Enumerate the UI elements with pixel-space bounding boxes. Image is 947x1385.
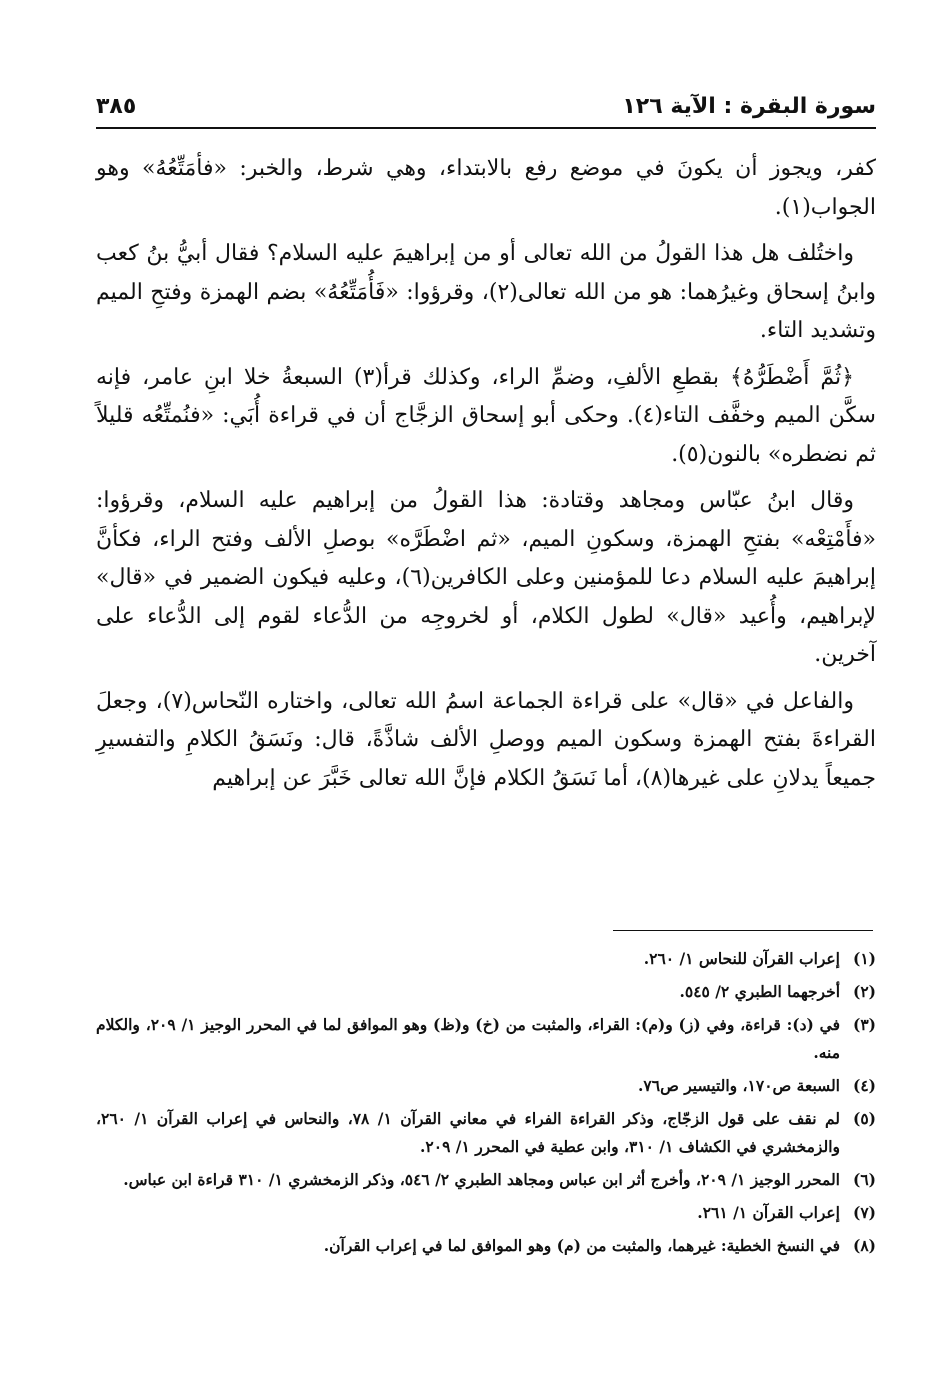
footnote-text: المحرر الوجيز ١/ ٢٠٩، وأخرج أثر ابن عباس ومجاهد الطبري ٢/ ٥٤٦، وذكر الزمخشري ١/ ٣١٠ قراءة ابن عباس. [123,1170,840,1189]
footnote-text: في (د): قراءة، وفي (ز) و(م): القراء، والمثبت من (خ) و(ظ) وهو الموافق لما في المحرر الوجيز ١/ ٢٠٩، والكلام منه. [96,1015,840,1062]
footnote-number: (٣) [852,1015,876,1034]
footnote-1 [96,945,876,973]
footnote-text: إعراب القرآن ١/ ٢٦١. [697,1203,840,1222]
header-title: سورة البقرة : الآية ١٢٦ [622,93,876,119]
footnote-text: في النسخ الخطية: غيرهما، والمثبت من (م) وهو الموافق لما في إعراب القرآن. [323,1236,840,1255]
header-rule [96,127,876,129]
footnote-number: (٦) [852,1170,876,1189]
paragraph-4: وقال ابنُ عبّاس ومجاهد وقتادة: هذا القولُ من إبراهيم عليه السلام، وقرؤوا: «فأَمْتِعْه» بفتحِ الهمزة، وسكونِ الميم، «ثم اضْطَرَّه» بوصلِ الألف وفتح الراء، فكأنَّ إبراهيمَ عليه السلام دعا للمؤمنين وعلى الكافرين(٦)، وعليه فيكون الضمير في «قال» لإبراهيم، وأُعيد «قال» لطول الكلام، أو لخروجِه من الدُّعاء لقوم إلى الدُّعاء على آخرين. [96,488,877,667]
footnote-5 [96,1105,876,1161]
footnote-number: (٧) [852,1203,876,1222]
footnote-number: (٢) [852,982,876,1001]
footnote-6 [96,1166,876,1194]
footnote-text: إعراب القرآن للنحاس ١/ ٢٦٠. [643,949,840,968]
footnote-text: أخرجهما الطبري ٢/ ٥٤٥. [679,982,840,1001]
footnote-number: (١) [852,949,876,968]
footnote-8 [96,1232,876,1260]
footnote-number: (٥) [852,1109,876,1128]
footnote-7 [96,1199,876,1227]
footnotes [96,945,876,1265]
page-number: ٣٨٥ [96,93,137,119]
footnote-3 [96,1011,876,1067]
paragraph-1: كفر، ويجوز أن يكونَ في موضع رفع بالابتداء، وهي شرط، والخبر: «فأمَتِّعُهُ» وهو الجواب(١). [96,156,876,220]
footnote-number: (٨) [852,1236,876,1255]
running-header [96,86,876,126]
footnote-rule [613,930,873,931]
footnote-number: (٤) [852,1076,876,1095]
paragraph-3: ﴿ثُمَّ أَضْطَرُّهُ﴾ بقطعِ الألفِ، وضمِّ الراء، وكذلك قرأ(٣) السبعةُ خلا ابنِ عامر، فإنه سكَّن الميم وخفَّف التاء(٤). وحكى أبو إسحاق الزجَّاج أن في قراءة أُبَي: «فنُمتِّعُه قليلاً ثم نضطره» بالنون(٥). [96,364,876,467]
footnote-4 [96,1072,876,1100]
footnote-text: لم نقف على قول الزجّاج، وذكر القراءة الفراء في معاني القرآن ١/ ٧٨، والنحاس في إعراب القرآن ١/ ٢٦٠، والزمخشري في الكشاف ١/ ٣١٠، وابن عطية في المحرر ١/ ٢٠٩. [96,1109,841,1156]
footnote-text: السبعة ص١٧٠، والتيسير ص٧٦. [638,1076,840,1095]
main-text [96,150,876,806]
footnote-2 [96,978,876,1006]
paragraph-2: واختُلف هل هذا القولُ من الله تعالى أو من إبراهيمَ عليه السلام؟ فقال أبيُّ بنُ كعب وابنُ إسحاق وغيرُهما: هو من الله تعالى(٢)، وقرؤوا: «فَأُمَتِّعُهُ» بضم الهمزة وفتحِ الميم وتشديد التاء. [96,241,876,343]
paragraph-5: والفاعل في «قال» على قراءة الجماعة اسمُ الله تعالى، واختاره النّحاس(٧)، وجعلَ القراءةَ بفتح الهمزة وسكون الميم ووصلِ الألف شاذَّةً، قال: ونَسَقُ الكلامِ والتفسيرِ جميعاً يدلانِ على غيرها(٨)، أما نَسَقُ الكلام فإنَّ الله تعالى خَبَّرَ عن إبراهيم [96,688,876,791]
